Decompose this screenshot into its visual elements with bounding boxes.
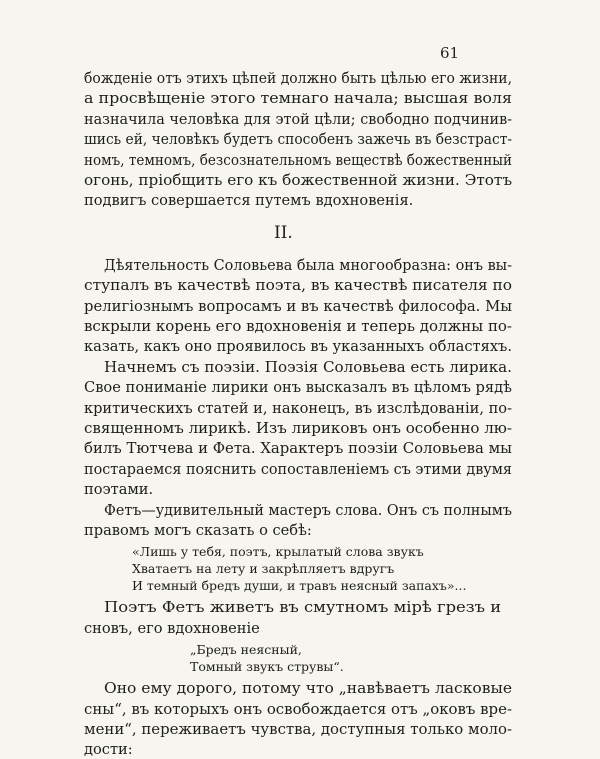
text-line: Поэтъ Фетъ живетъ въ смутномъ мірѣ грезъ и bbox=[104, 599, 502, 617]
text-line: огонь, пріобщить его къ божественной жизни. Этотъ bbox=[84, 172, 512, 189]
text-line: Начнемъ съ поэзіи. Поэзія Соловьева есть лирика. bbox=[104, 358, 512, 376]
text-line: билъ Тютчева и Фета. Характеръ поэзіи Соловьева мы bbox=[84, 440, 512, 458]
text-line: сновъ, его вдохновеніе bbox=[84, 619, 260, 637]
text-line: религіознымъ вопросамъ и въ качествѣ философа. Мы bbox=[84, 297, 512, 315]
text-line: казать, какъ оно проявилось въ указанныхъ областяхъ. bbox=[84, 338, 512, 356]
text-line: критическихъ статей и, наконецъ, въ изслѣдованіи, по- bbox=[84, 399, 512, 417]
text-line: постараемся пояснить сопоставленіемъ съ этими двумя bbox=[84, 460, 512, 478]
verse-line: Томный звукъ струвы“. bbox=[190, 659, 344, 675]
text-line: мени“, переживаетъ чувства, доступныя только моло- bbox=[84, 721, 512, 738]
text-line: Оно ему дорого, потому что „навѣваетъ ласковые bbox=[104, 680, 512, 698]
text-line: Свое пониманіе лирики онъ высказалъ въ цѣломъ рядѣ bbox=[84, 379, 512, 397]
text-line: подвигъ совершается путемъ вдохновенія. bbox=[84, 192, 414, 210]
text-line: божденіе отъ этихъ цѣпей должно быть цѣлью его жизни, bbox=[84, 70, 512, 87]
verse-line: И темный бредъ души, и травъ неясный запахъ»... bbox=[132, 578, 467, 594]
text-line: дости: bbox=[84, 741, 133, 759]
text-line: шись ей, человѣкъ будетъ способенъ зажечь въ безстраст- bbox=[84, 131, 512, 149]
page-number: 61 bbox=[440, 44, 460, 62]
text-line: Дѣятельность Соловьева была многообразна: онъ вы- bbox=[104, 256, 512, 274]
text-line: а просвѣщеніе этого темнаго начала; высшая воля bbox=[84, 90, 512, 108]
text-line: вскрыли корень его вдохновенія и теперь должны по- bbox=[84, 318, 512, 335]
verse-line: Хватаетъ на лету и закрѣпляетъ вдругъ bbox=[132, 561, 395, 577]
text-line: сны“, въ которыхъ онъ освобождается отъ „оковъ вре- bbox=[84, 700, 512, 718]
text-line: священномъ лирикѣ. Изъ лириковъ онъ особенно лю- bbox=[84, 420, 512, 437]
text-line: правомъ могъ сказать о себѣ: bbox=[84, 522, 312, 539]
verse-line: „Бредъ неясный, bbox=[190, 642, 302, 658]
verse-line: «Лишь у тебя, поэтъ, крылатый слова звукъ bbox=[132, 544, 424, 560]
text-line: Фетъ—удивительный мастеръ слова. Онъ съ полнымъ bbox=[104, 501, 512, 519]
text-line: назначила человѣка для этой цѣли; свободно подчинив- bbox=[84, 110, 512, 128]
text-line: ступалъ въ качествѣ поэта, въ качествѣ писателя по bbox=[84, 277, 512, 295]
section-heading: II. bbox=[274, 222, 293, 243]
text-line: номъ, темномъ, безсознательномъ веществѣ божественный bbox=[84, 151, 512, 169]
text-line: поэтами. bbox=[84, 481, 154, 499]
